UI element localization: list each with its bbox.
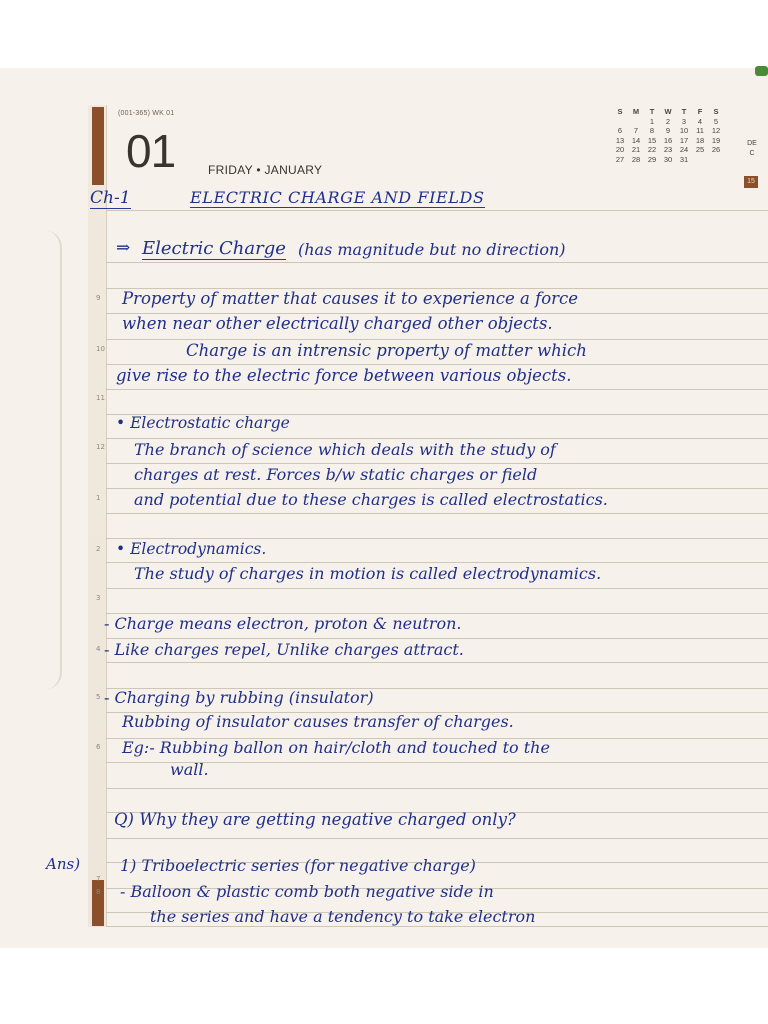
electrodynamics-line: The study of charges in motion is called electrodynamics. [134,564,602,583]
calendar-day: 28 [631,154,641,164]
calendar-week [612,126,724,136]
calendar-weekday: M [632,107,640,116]
calendar-weekday: S [617,107,623,116]
day-label: FRIDAY • JANUARY [208,163,323,177]
calendar-day: 9 [665,126,671,136]
rubbing-line: wall. [170,760,209,779]
definition-line: Property of matter that causes it to experience a force [122,289,579,308]
day-code: (001-365) WK 01 [118,110,175,117]
calendar-day: 11 [696,126,704,136]
calendar-day: 23 [663,145,673,155]
margin-hour: 5 [96,693,101,701]
ruled-line [106,588,768,589]
ruled-line [106,926,768,927]
heading-electric-charge: Electric Charge [142,238,286,259]
electrostatics-line: charges at rest. Forces b/w static charges or field [134,465,538,484]
definition-line: give rise to the electric force between various objects. [116,366,572,385]
calendar-day: 22 [647,145,657,155]
calendar-day: 30 [663,154,673,164]
electrostatics-line: The branch of science which deals with the study of [134,440,556,459]
calendar-weekday: S [713,107,719,116]
answer-label: Ans) [46,855,81,873]
calendar-day [708,155,724,165]
calendar-weekday: W [664,107,672,116]
calendar-day: 26 [711,145,721,155]
heading-electrodynamics: • Electrodynamics. [116,540,267,558]
calendar-day: 14 [631,135,641,145]
ruled-line [106,210,768,211]
margin-hour: 4 [96,645,101,653]
chapter-title: ELECTRIC CHARGE AND FIELDS [190,188,485,207]
calendar-day [612,117,628,127]
calendar-day: 19 [711,135,721,145]
calendar-day: 21 [631,145,641,155]
calendar-day: 27 [615,154,625,164]
ruled-line [106,638,768,639]
margin-hour: 10 [96,345,105,353]
calendar-day [692,155,708,165]
rubbing-line: Rubbing of insulator causes transfer of charges. [122,712,514,731]
mini-calendar [612,107,724,165]
bullet-point: - Charge means electron, proton & neutron. [104,614,462,633]
calendar-day: 29 [647,154,657,164]
page-edge [0,230,62,690]
calendar-day: 6 [617,126,623,136]
calendar-day: 1 [649,116,655,126]
calendar-week [612,145,724,155]
ruled-line [106,389,768,390]
calendar-day: 12 [711,126,721,136]
calendar-day: 8 [649,126,655,136]
ruled-line [106,513,768,514]
calendar-weekdays [612,107,724,117]
ruled-line [106,262,768,263]
ruled-line [106,538,768,539]
corner-mark [755,66,768,76]
answer-line: the series and have a tendency to take electron [150,907,536,926]
calendar-day: 15 [647,135,657,145]
calendar-day: 25 [695,145,705,155]
ruled-line [106,488,768,489]
definition-line: when near other electrically charged other objects. [122,314,553,333]
ruled-line [106,562,768,563]
margin-hour: 11 [96,394,105,402]
calendar-day: 4 [697,116,703,126]
calendar-day: 5 [713,116,719,126]
calendar-day: 16 [663,135,673,145]
calendar-weekday: T [681,107,687,116]
answer-line: 1) Triboelectric series (for negative charge) [120,856,476,875]
calendar-weekday: F [697,107,703,116]
ruled-line [106,339,768,340]
rubbing-line: Eg:- Rubbing ballon on hair/cloth and touched to the [122,738,550,757]
ruled-line [106,788,768,789]
margin-hour: 2 [96,545,101,553]
heading-arrow: ⇒ [116,238,131,258]
margin-hour: 1 [96,494,101,502]
ruled-line [106,364,768,365]
chapter-label: Ch-1 [90,188,131,208]
question: Q) Why they are getting negative charged only? [114,810,516,829]
margin-hour: 7 [96,875,101,883]
bullet-point: - Charging by rubbing (insulator) [104,688,374,707]
day-number: 01 [126,125,176,177]
calendar-day: 24 [679,145,689,155]
bottom-tab [92,880,104,926]
calendar-weekday: T [649,107,655,116]
ruled-line [106,463,768,464]
date-tab [92,107,104,185]
page-margin-strip [88,105,107,927]
calendar-day: 10 [679,126,689,136]
electrostatics-line: and potential due to these charges is called electrostatics. [134,490,608,509]
calendar-week [612,117,724,127]
calendar-day: 18 [695,135,705,145]
heading-note: (has magnitude but no direction) [298,240,566,259]
calendar-week [612,155,724,165]
margin-hour: 6 [96,743,101,751]
margin-hour: 9 [96,294,101,302]
calendar-day: 7 [633,126,639,136]
ruled-line [106,438,768,439]
ruled-line [106,662,768,663]
calendar-day: 3 [681,116,687,126]
answer-line: - Balloon & plastic comb both negative side in [120,882,494,901]
definition-line: Charge is an intrensic property of matter which [186,341,587,360]
calendar-day: 17 [679,135,689,145]
heading-electrostatic: • Electrostatic charge [116,414,290,432]
margin-hour: 12 [96,443,105,451]
calendar-side-number: 15 [744,176,758,188]
bullet-point: - Like charges repel, Unlike charges attract. [104,640,464,659]
calendar-side-label: DEC [747,140,757,157]
calendar-day: 20 [615,145,625,155]
margin-hour: 3 [96,594,101,602]
calendar-day [628,117,644,127]
ruled-line [106,838,768,839]
calendar-week [612,136,724,146]
calendar-day: 31 [679,154,689,164]
calendar-day: 13 [615,135,625,145]
calendar-day: 2 [665,116,671,126]
margin-hour: 8 [96,888,101,896]
